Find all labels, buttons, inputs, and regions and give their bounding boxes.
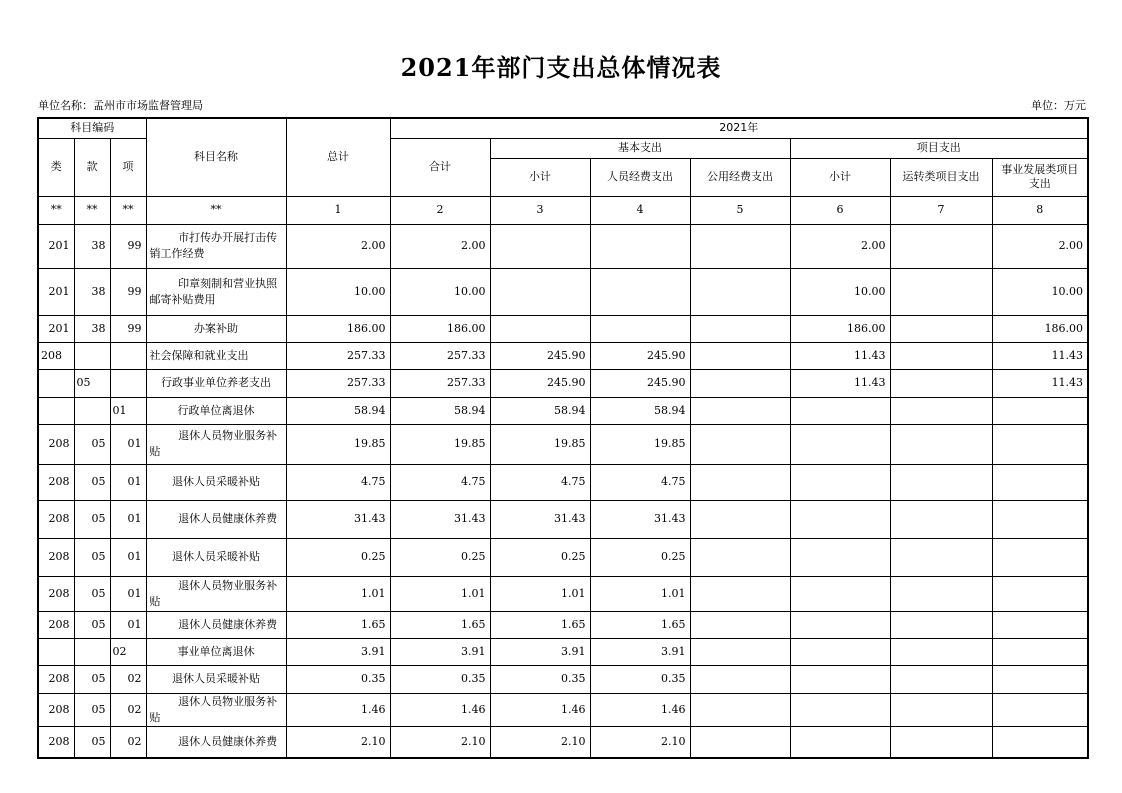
subject-name-cell: 退休人员物业服务补贴 [146,424,286,464]
public-cell [690,611,790,638]
total-cell: 186.00 [286,315,390,342]
subject-name-cell: 行政单位离退休 [146,397,286,424]
subject-name-cell: 退休人员采暖补贴 [146,464,286,500]
transport-cell [890,224,992,268]
code-lei-cell: 208 [38,500,74,538]
personnel-cell: 1.01 [590,576,690,611]
development-cell: 2.00 [992,224,1088,268]
code-xiang-cell: 01 [110,576,146,611]
basic-subtotal-cell: 1.46 [490,693,590,726]
public-cell [690,397,790,424]
header-sum: 合计 [390,138,490,196]
code-xiang-cell: 01 [110,397,146,424]
project-subtotal-cell [790,665,890,693]
project-subtotal-cell [790,397,890,424]
personnel-cell: 4.75 [590,464,690,500]
project-subtotal-cell [790,576,890,611]
code-xiang-cell: 01 [110,424,146,464]
table-row [38,638,1088,665]
code-kuan-cell: 05 [74,693,110,726]
development-cell: 10.00 [992,268,1088,315]
subject-name-cell: 印章刻制和营业执照邮寄补贴费用 [146,268,286,315]
personnel-cell: 0.35 [590,665,690,693]
star-marker: ** [74,196,110,224]
code-kuan-cell [74,342,110,369]
col-number: 1 [286,196,390,224]
code-lei-cell: 201 [38,315,74,342]
code-lei-cell [38,638,74,665]
basic-subtotal-cell: 3.91 [490,638,590,665]
code-xiang-cell: 01 [110,464,146,500]
total-cell: 3.91 [286,638,390,665]
table-row [38,726,1088,758]
table-row [38,665,1088,693]
transport-cell [890,638,992,665]
public-cell [690,315,790,342]
code-xiang-cell: 99 [110,224,146,268]
code-xiang-cell: 01 [110,500,146,538]
development-cell: 11.43 [992,342,1088,369]
subject-name-cell: 退休人员采暖补贴 [146,665,286,693]
code-lei-cell: 208 [38,538,74,576]
transport-cell [890,424,992,464]
total-cell: 0.25 [286,538,390,576]
col-number: 2 [390,196,490,224]
public-cell [690,538,790,576]
basic-subtotal-cell: 31.43 [490,500,590,538]
code-xiang-cell: 02 [110,726,146,758]
project-subtotal-cell: 186.00 [790,315,890,342]
total-cell: 31.43 [286,500,390,538]
code-lei-cell: 208 [38,342,74,369]
transport-cell [890,576,992,611]
sum-cell: 186.00 [390,315,490,342]
subject-name-cell: 办案补助 [146,315,286,342]
code-kuan-cell: 38 [74,315,110,342]
star-marker: ** [146,196,286,224]
personnel-cell: 0.25 [590,538,690,576]
transport-cell [890,268,992,315]
code-kuan-cell: 05 [74,464,110,500]
code-lei-cell: 208 [38,464,74,500]
code-lei-cell [38,369,74,397]
basic-subtotal-cell: 0.25 [490,538,590,576]
code-xiang-cell: 02 [110,693,146,726]
total-cell: 1.01 [286,576,390,611]
code-kuan-cell: 05 [74,726,110,758]
header-personnel: 人员经费支出 [590,158,690,196]
development-cell [992,500,1088,538]
public-cell [690,693,790,726]
sum-cell: 3.91 [390,638,490,665]
public-cell [690,268,790,315]
table-row [38,224,1088,268]
personnel-cell [590,315,690,342]
code-kuan-cell: 05 [74,611,110,638]
code-kuan-cell: 05 [74,576,110,611]
project-subtotal-cell: 11.43 [790,342,890,369]
public-cell [690,576,790,611]
header-transport: 运转类项目支出 [890,158,992,196]
development-cell [992,397,1088,424]
personnel-cell: 3.91 [590,638,690,665]
sum-cell: 257.33 [390,342,490,369]
header-xiang: 项 [110,138,146,196]
table-row [38,369,1088,397]
transport-cell [890,665,992,693]
public-cell [690,464,790,500]
header-subject-name: 科目名称 [146,118,286,196]
header-kuan: 款 [74,138,110,196]
public-cell [690,500,790,538]
basic-subtotal-cell: 0.35 [490,665,590,693]
personnel-cell: 245.90 [590,369,690,397]
sum-cell: 2.10 [390,726,490,758]
project-subtotal-cell: 10.00 [790,268,890,315]
personnel-cell: 1.46 [590,693,690,726]
code-xiang-cell: 02 [110,665,146,693]
table-row [38,611,1088,638]
code-kuan-cell: 05 [74,369,110,397]
public-cell [690,665,790,693]
code-kuan-cell: 05 [74,500,110,538]
header-project-subtotal: 小计 [790,158,890,196]
header-lei: 类 [38,138,74,196]
personnel-cell [590,268,690,315]
sum-cell: 10.00 [390,268,490,315]
development-cell [992,693,1088,726]
code-lei-cell: 201 [38,224,74,268]
development-cell [992,638,1088,665]
basic-subtotal-cell: 1.65 [490,611,590,638]
table-row [38,424,1088,464]
development-cell [992,464,1088,500]
total-cell: 0.35 [286,665,390,693]
col-number: 8 [992,196,1088,224]
unit-label: 单位：万元 [1031,99,1086,112]
header-subject-code: 科目编码 [38,118,146,138]
public-cell [690,369,790,397]
sum-cell: 2.00 [390,224,490,268]
development-cell [992,726,1088,758]
code-lei-cell: 208 [38,726,74,758]
project-subtotal-cell [790,500,890,538]
header-development: 事业发展类项目支出 [992,158,1088,196]
code-xiang-cell [110,369,146,397]
development-cell: 11.43 [992,369,1088,397]
col-number: 5 [690,196,790,224]
sum-cell: 31.43 [390,500,490,538]
code-xiang-cell: 01 [110,538,146,576]
development-cell: 186.00 [992,315,1088,342]
sum-cell: 0.25 [390,538,490,576]
sum-cell: 19.85 [390,424,490,464]
sum-cell: 1.46 [390,693,490,726]
transport-cell [890,369,992,397]
header-total: 总计 [286,118,390,196]
total-cell: 19.85 [286,424,390,464]
total-cell: 58.94 [286,397,390,424]
sum-cell: 0.35 [390,665,490,693]
basic-subtotal-cell [490,315,590,342]
basic-subtotal-cell: 2.10 [490,726,590,758]
sum-cell: 257.33 [390,369,490,397]
personnel-cell: 31.43 [590,500,690,538]
basic-subtotal-cell: 58.94 [490,397,590,424]
code-lei-cell: 208 [38,665,74,693]
subject-name-cell: 退休人员物业服务补贴 [146,576,286,611]
subject-name-cell: 退休人员健康休养费 [146,726,286,758]
code-kuan-cell: 05 [74,538,110,576]
basic-subtotal-cell [490,268,590,315]
table-row [38,693,1088,726]
code-kuan-cell [74,638,110,665]
header-basic: 基本支出 [490,138,790,158]
basic-subtotal-cell: 1.01 [490,576,590,611]
code-kuan-cell [74,397,110,424]
basic-subtotal-cell: 19.85 [490,424,590,464]
code-lei-cell: 208 [38,576,74,611]
subject-name-cell: 社会保障和就业支出 [146,342,286,369]
total-cell: 2.00 [286,224,390,268]
transport-cell [890,464,992,500]
star-marker: ** [110,196,146,224]
transport-cell [890,315,992,342]
code-lei-cell: 208 [38,693,74,726]
project-subtotal-cell [790,638,890,665]
transport-cell [890,500,992,538]
table-row [38,538,1088,576]
development-cell [992,424,1088,464]
project-subtotal-cell [790,611,890,638]
table-row [38,576,1088,611]
code-kuan-cell: 38 [74,268,110,315]
code-kuan-cell: 05 [74,665,110,693]
personnel-cell: 19.85 [590,424,690,464]
table-row [38,397,1088,424]
col-number: 6 [790,196,890,224]
project-subtotal-cell [790,726,890,758]
development-cell [992,665,1088,693]
basic-subtotal-cell: 245.90 [490,369,590,397]
total-cell: 2.10 [286,726,390,758]
code-lei-cell: 208 [38,611,74,638]
header-public: 公用经费支出 [690,158,790,196]
total-cell: 257.33 [286,342,390,369]
project-subtotal-cell [790,693,890,726]
personnel-cell: 245.90 [590,342,690,369]
total-cell: 1.65 [286,611,390,638]
transport-cell [890,538,992,576]
code-kuan-cell: 05 [74,424,110,464]
subject-name-cell: 市打传办开展打击传销工作经费 [146,224,286,268]
code-xiang-cell: 02 [110,638,146,665]
sum-cell: 58.94 [390,397,490,424]
header-year: 2021年 [390,118,1088,138]
personnel-cell [590,224,690,268]
code-kuan-cell: 38 [74,224,110,268]
table-row [38,464,1088,500]
transport-cell [890,397,992,424]
sum-cell: 1.01 [390,576,490,611]
basic-subtotal-cell: 4.75 [490,464,590,500]
personnel-cell: 2.10 [590,726,690,758]
public-cell [690,424,790,464]
subject-name-cell: 退休人员物业服务补贴 [146,693,286,726]
sum-cell: 4.75 [390,464,490,500]
transport-cell [890,693,992,726]
subject-name-cell: 事业单位离退休 [146,638,286,665]
project-subtotal-cell [790,464,890,500]
col-number: 4 [590,196,690,224]
total-cell: 1.46 [286,693,390,726]
public-cell [690,342,790,369]
total-cell: 10.00 [286,268,390,315]
project-subtotal-cell: 11.43 [790,369,890,397]
star-marker: ** [38,196,74,224]
public-cell [690,726,790,758]
total-cell: 4.75 [286,464,390,500]
code-lei-cell [38,397,74,424]
unit-name: 单位名称：孟州市市场监督管理局 [38,99,203,112]
subject-name-cell: 退休人员健康休养费 [146,611,286,638]
total-cell: 257.33 [286,369,390,397]
expenditure-table [37,117,1089,759]
transport-cell [890,342,992,369]
sum-cell: 1.65 [390,611,490,638]
page-title: 2021年部门支出总体情况表 [400,53,722,82]
subject-name-cell: 退休人员健康休养费 [146,500,286,538]
personnel-cell: 58.94 [590,397,690,424]
development-cell [992,576,1088,611]
project-subtotal-cell [790,424,890,464]
col-number: 3 [490,196,590,224]
personnel-cell: 1.65 [590,611,690,638]
header-basic-subtotal: 小计 [490,158,590,196]
code-lei-cell: 201 [38,268,74,315]
table-row [38,342,1088,369]
development-cell [992,538,1088,576]
code-xiang-cell: 01 [110,611,146,638]
basic-subtotal-cell [490,224,590,268]
col-number: 7 [890,196,992,224]
table-row [38,500,1088,538]
header-project: 项目支出 [790,138,1088,158]
table-row [38,268,1088,315]
transport-cell [890,726,992,758]
transport-cell [890,611,992,638]
subject-name-cell: 退休人员采暖补贴 [146,538,286,576]
development-cell [992,611,1088,638]
code-xiang-cell [110,342,146,369]
basic-subtotal-cell: 245.90 [490,342,590,369]
code-xiang-cell: 99 [110,268,146,315]
table-row [38,315,1088,342]
public-cell [690,638,790,665]
code-lei-cell: 208 [38,424,74,464]
project-subtotal-cell [790,538,890,576]
subject-name-cell: 行政事业单位养老支出 [146,369,286,397]
code-xiang-cell: 99 [110,315,146,342]
public-cell [690,224,790,268]
project-subtotal-cell: 2.00 [790,224,890,268]
